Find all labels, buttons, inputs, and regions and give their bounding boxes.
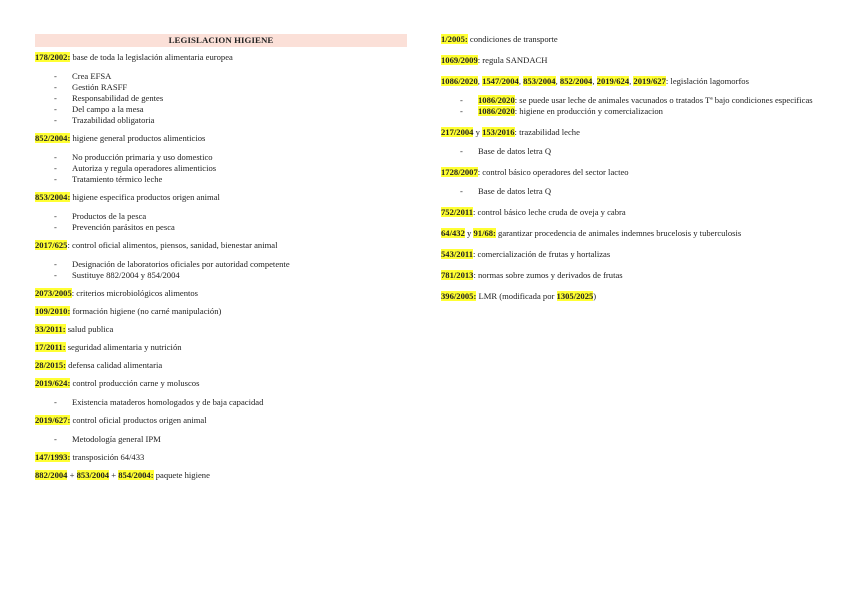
legislation-entry: [441, 34, 821, 45]
regulation-code: 33/2011:: [35, 324, 66, 334]
entry-heading: [35, 52, 407, 63]
entry-heading: [35, 240, 407, 251]
entry-heading: [35, 470, 407, 481]
entry-description: seguridad alimentaria y nutrición: [65, 342, 182, 352]
list-item-text: Del campo a la mesa: [72, 104, 144, 114]
sub-list: [35, 434, 407, 445]
dash-bullet-icon: -: [460, 186, 463, 196]
entry-heading: [35, 192, 407, 203]
list-item: [441, 146, 821, 157]
entry-text: y: [473, 127, 483, 137]
entry-description: formación higiene (no carné manipulación): [70, 306, 222, 316]
regulation-code: 28/2015:: [35, 360, 67, 370]
entry-description: salud publica: [65, 324, 114, 334]
regulation-code: 2019/627: [633, 76, 666, 86]
legislation-entry: [35, 52, 407, 126]
regulation-code: 853/2004:: [35, 192, 71, 202]
dash-bullet-icon: -: [54, 152, 57, 162]
sub-list: [441, 95, 821, 117]
entry-heading: [35, 133, 407, 144]
entry-text: : comercialización de frutas y hortalizas: [473, 249, 611, 259]
entry-heading: [35, 324, 407, 335]
legislation-entry: [35, 470, 407, 481]
list-item: [35, 82, 407, 93]
sub-list: [35, 71, 407, 126]
regulation-code: 1/2005:: [441, 34, 468, 44]
legislation-entry: [441, 249, 821, 260]
list-item: [35, 152, 407, 163]
list-item: [35, 397, 407, 408]
entry-text: : normas sobre zumos y derivados de frutas: [473, 270, 623, 280]
dash-bullet-icon: -: [54, 82, 57, 92]
entry-text: : control básico leche cruda de oveja y cabra: [473, 207, 626, 217]
list-item-text: Tratamiento térmico leche: [72, 174, 163, 184]
entry-text: ): [593, 291, 597, 301]
sub-list: [441, 146, 821, 157]
list-item: [35, 270, 407, 281]
list-item-text: Existencia mataderos homologados y de baja capacidad: [72, 397, 264, 407]
regulation-code: 64/432: [441, 228, 465, 238]
entry-text: ,: [592, 76, 597, 86]
list-item-text: Autoriza y regula operadores alimenticios: [72, 163, 217, 173]
legislation-entry: [441, 55, 821, 66]
entry-text: y: [464, 228, 474, 238]
list-item-text: No producción primaria y uso domestico: [72, 152, 213, 162]
legislation-entry: [441, 270, 821, 281]
entry-description: base de toda la legislación alimentaria europea: [70, 52, 233, 62]
legislation-entry: [441, 228, 821, 239]
legislation-entry: [441, 127, 821, 157]
dash-bullet-icon: -: [54, 397, 57, 407]
regulation-code: 153/2016: [482, 127, 515, 137]
regulation-code: 882/2004: [35, 470, 68, 480]
entry-text: ,: [629, 76, 634, 86]
dash-bullet-icon: -: [54, 174, 57, 184]
entry-text: ,: [518, 76, 524, 86]
list-item-text: Productos de la pesca: [72, 211, 147, 221]
entry-text: : control básico operadores del sector lacteo: [477, 167, 629, 177]
entry-heading: [441, 270, 821, 281]
list-item-text: Designación de laboratorios oficiales por autoridad competente: [72, 259, 290, 269]
list-item-text: Base de datos letra Q: [478, 146, 552, 156]
entry-heading: [441, 167, 821, 178]
dash-bullet-icon: -: [54, 434, 57, 444]
list-item-text: : se puede usar leche de animales vacunados o tratados Tª bajo condiciones especificas: [514, 95, 813, 105]
list-item-text: Metodología general IPM: [72, 434, 161, 444]
entry-description: : criterios microbiológicos alimentos: [71, 288, 199, 298]
entry-heading: [441, 249, 821, 260]
entry-heading: [441, 34, 821, 45]
entry-heading: [441, 55, 821, 66]
list-item: [35, 174, 407, 185]
regulation-code: 1086/2020: [478, 106, 515, 116]
regulation-code: 396/2005:: [441, 291, 477, 301]
regulation-code: 2019/627:: [35, 415, 71, 425]
entry-text: garantizar procedencia de animales indemnes brucelosis y tuberculosis: [495, 228, 742, 238]
entry-text: +: [67, 470, 77, 480]
legislation-entry: [441, 207, 821, 218]
entry-text: : legislación lagomorfos: [665, 76, 749, 86]
list-item: [35, 115, 407, 126]
entry-description: defensa calidad alimentaria: [66, 360, 163, 370]
list-item: [35, 434, 407, 445]
entry-description: transposición 64/433: [70, 452, 145, 462]
legislation-entry: [441, 76, 821, 117]
dash-bullet-icon: -: [54, 163, 57, 173]
entry-description: control oficial productos origen animal: [70, 415, 207, 425]
entry-heading: [35, 415, 407, 426]
list-item: [35, 71, 407, 82]
legislation-entry: [35, 415, 407, 445]
sub-list: [35, 152, 407, 185]
entry-text: ,: [555, 76, 560, 86]
entry-heading: [35, 342, 407, 353]
list-item-text: Crea EFSA: [72, 71, 112, 81]
entry-text: : trazabilidad leche: [514, 127, 580, 137]
list-item: [35, 222, 407, 233]
regulation-code: 543/2011: [441, 249, 473, 259]
legislation-entry: [35, 288, 407, 299]
entry-text: +: [109, 470, 119, 480]
dash-bullet-icon: -: [54, 211, 57, 221]
entry-heading: [35, 306, 407, 317]
list-item-text: : higiene en producción y comercializacion: [514, 106, 663, 116]
dash-bullet-icon: -: [54, 222, 57, 232]
legislation-entry: [35, 133, 407, 185]
legislation-entry: [35, 360, 407, 371]
dash-bullet-icon: -: [460, 106, 463, 116]
regulation-code: 217/2004: [441, 127, 474, 137]
entry-heading: [441, 207, 821, 218]
regulation-code: 1086/2020: [478, 95, 515, 105]
entry-text: ,: [477, 76, 483, 86]
entry-heading: [35, 288, 407, 299]
regulation-code: 1305/2025: [556, 291, 594, 301]
sub-list: [35, 259, 407, 281]
entry-description: higiene general productos alimenticios: [70, 133, 206, 143]
entry-heading: [35, 378, 407, 389]
list-item-text: Base de datos letra Q: [478, 186, 552, 196]
regulation-code: 2019/624: [596, 76, 630, 86]
regulation-code: 109/2010:: [35, 306, 71, 316]
legislation-entry: [441, 291, 821, 302]
legislation-entry: [35, 452, 407, 463]
dash-bullet-icon: -: [460, 95, 463, 105]
entry-description: : control oficial alimentos, piensos, sanidad, bienestar animal: [67, 240, 278, 250]
regulation-code: 1069/2009: [441, 55, 478, 65]
regulation-code: 853/2004: [76, 470, 110, 480]
list-item-text: Responsabilidad de gentes: [72, 93, 164, 103]
dash-bullet-icon: -: [54, 71, 57, 81]
entry-description: higiene especifica productos origen animal: [70, 192, 220, 202]
dash-bullet-icon: -: [54, 93, 57, 103]
list-item: [35, 93, 407, 104]
entry-heading: [441, 291, 821, 302]
regulation-code: 853/2004: [523, 76, 556, 86]
page-title: LEGISLACION HIGIENE: [35, 34, 407, 47]
list-item: [35, 163, 407, 174]
sub-list: [441, 186, 821, 197]
right-column: [441, 34, 821, 302]
regulation-code: 752/2011: [441, 207, 473, 217]
regulation-code: 17/2011:: [35, 342, 66, 352]
legislation-entry: [35, 240, 407, 281]
sub-list: [35, 211, 407, 233]
regulation-code: 781/2013: [441, 270, 474, 280]
entry-description: control producción carne y moluscos: [70, 378, 200, 388]
list-item: [441, 106, 821, 117]
entry-text: : regula SANDACH: [477, 55, 548, 65]
list-item: [35, 211, 407, 222]
regulation-code: 854/2004:: [118, 470, 154, 480]
regulation-code: 852/2004: [559, 76, 593, 86]
entry-heading: [35, 360, 407, 371]
legislation-entry: [35, 192, 407, 233]
list-item: [441, 186, 821, 197]
dash-bullet-icon: -: [54, 115, 57, 125]
left-column: [35, 34, 407, 481]
entry-text: condiciones de transporte: [467, 34, 558, 44]
regulation-code: 2019/624:: [35, 378, 71, 388]
list-item-text: Trazabilidad obligatoria: [72, 115, 155, 125]
legislation-entry: [35, 306, 407, 317]
entry-heading: [441, 127, 821, 138]
legislation-entry: [35, 378, 407, 408]
regulation-code: 147/1993:: [35, 452, 71, 462]
regulation-code: 1728/2007: [441, 167, 478, 177]
regulation-code: 852/2004:: [35, 133, 71, 143]
legislation-entry: [35, 324, 407, 335]
entry-heading: [35, 452, 407, 463]
list-item-text: Sustituye 882/2004 y 854/2004: [72, 270, 180, 280]
regulation-code: 2017/625: [35, 240, 68, 250]
list-item-text: Prevención parásitos en pesca: [72, 222, 175, 232]
legislation-entry: [441, 167, 821, 197]
dash-bullet-icon: -: [54, 259, 57, 269]
regulation-code: 91/68:: [473, 228, 496, 238]
sub-list: [35, 397, 407, 408]
entry-heading: [441, 228, 821, 239]
list-item: [35, 259, 407, 270]
dash-bullet-icon: -: [54, 270, 57, 280]
regulation-code: 178/2002:: [35, 52, 71, 62]
dash-bullet-icon: -: [54, 104, 57, 114]
list-item-text: Gestión RASFF: [72, 82, 128, 92]
regulation-code: 2073/2005: [35, 288, 72, 298]
regulation-code: 1547/2004: [482, 76, 519, 86]
list-item: [441, 95, 821, 106]
list-item: [35, 104, 407, 115]
entry-heading: [441, 76, 821, 87]
legislation-entry: [35, 342, 407, 353]
entry-text: LMR (modificada por: [476, 291, 557, 301]
entry-text: paquete higiene: [153, 470, 210, 480]
dash-bullet-icon: -: [460, 146, 463, 156]
regulation-code: 1086/2020: [441, 76, 478, 86]
